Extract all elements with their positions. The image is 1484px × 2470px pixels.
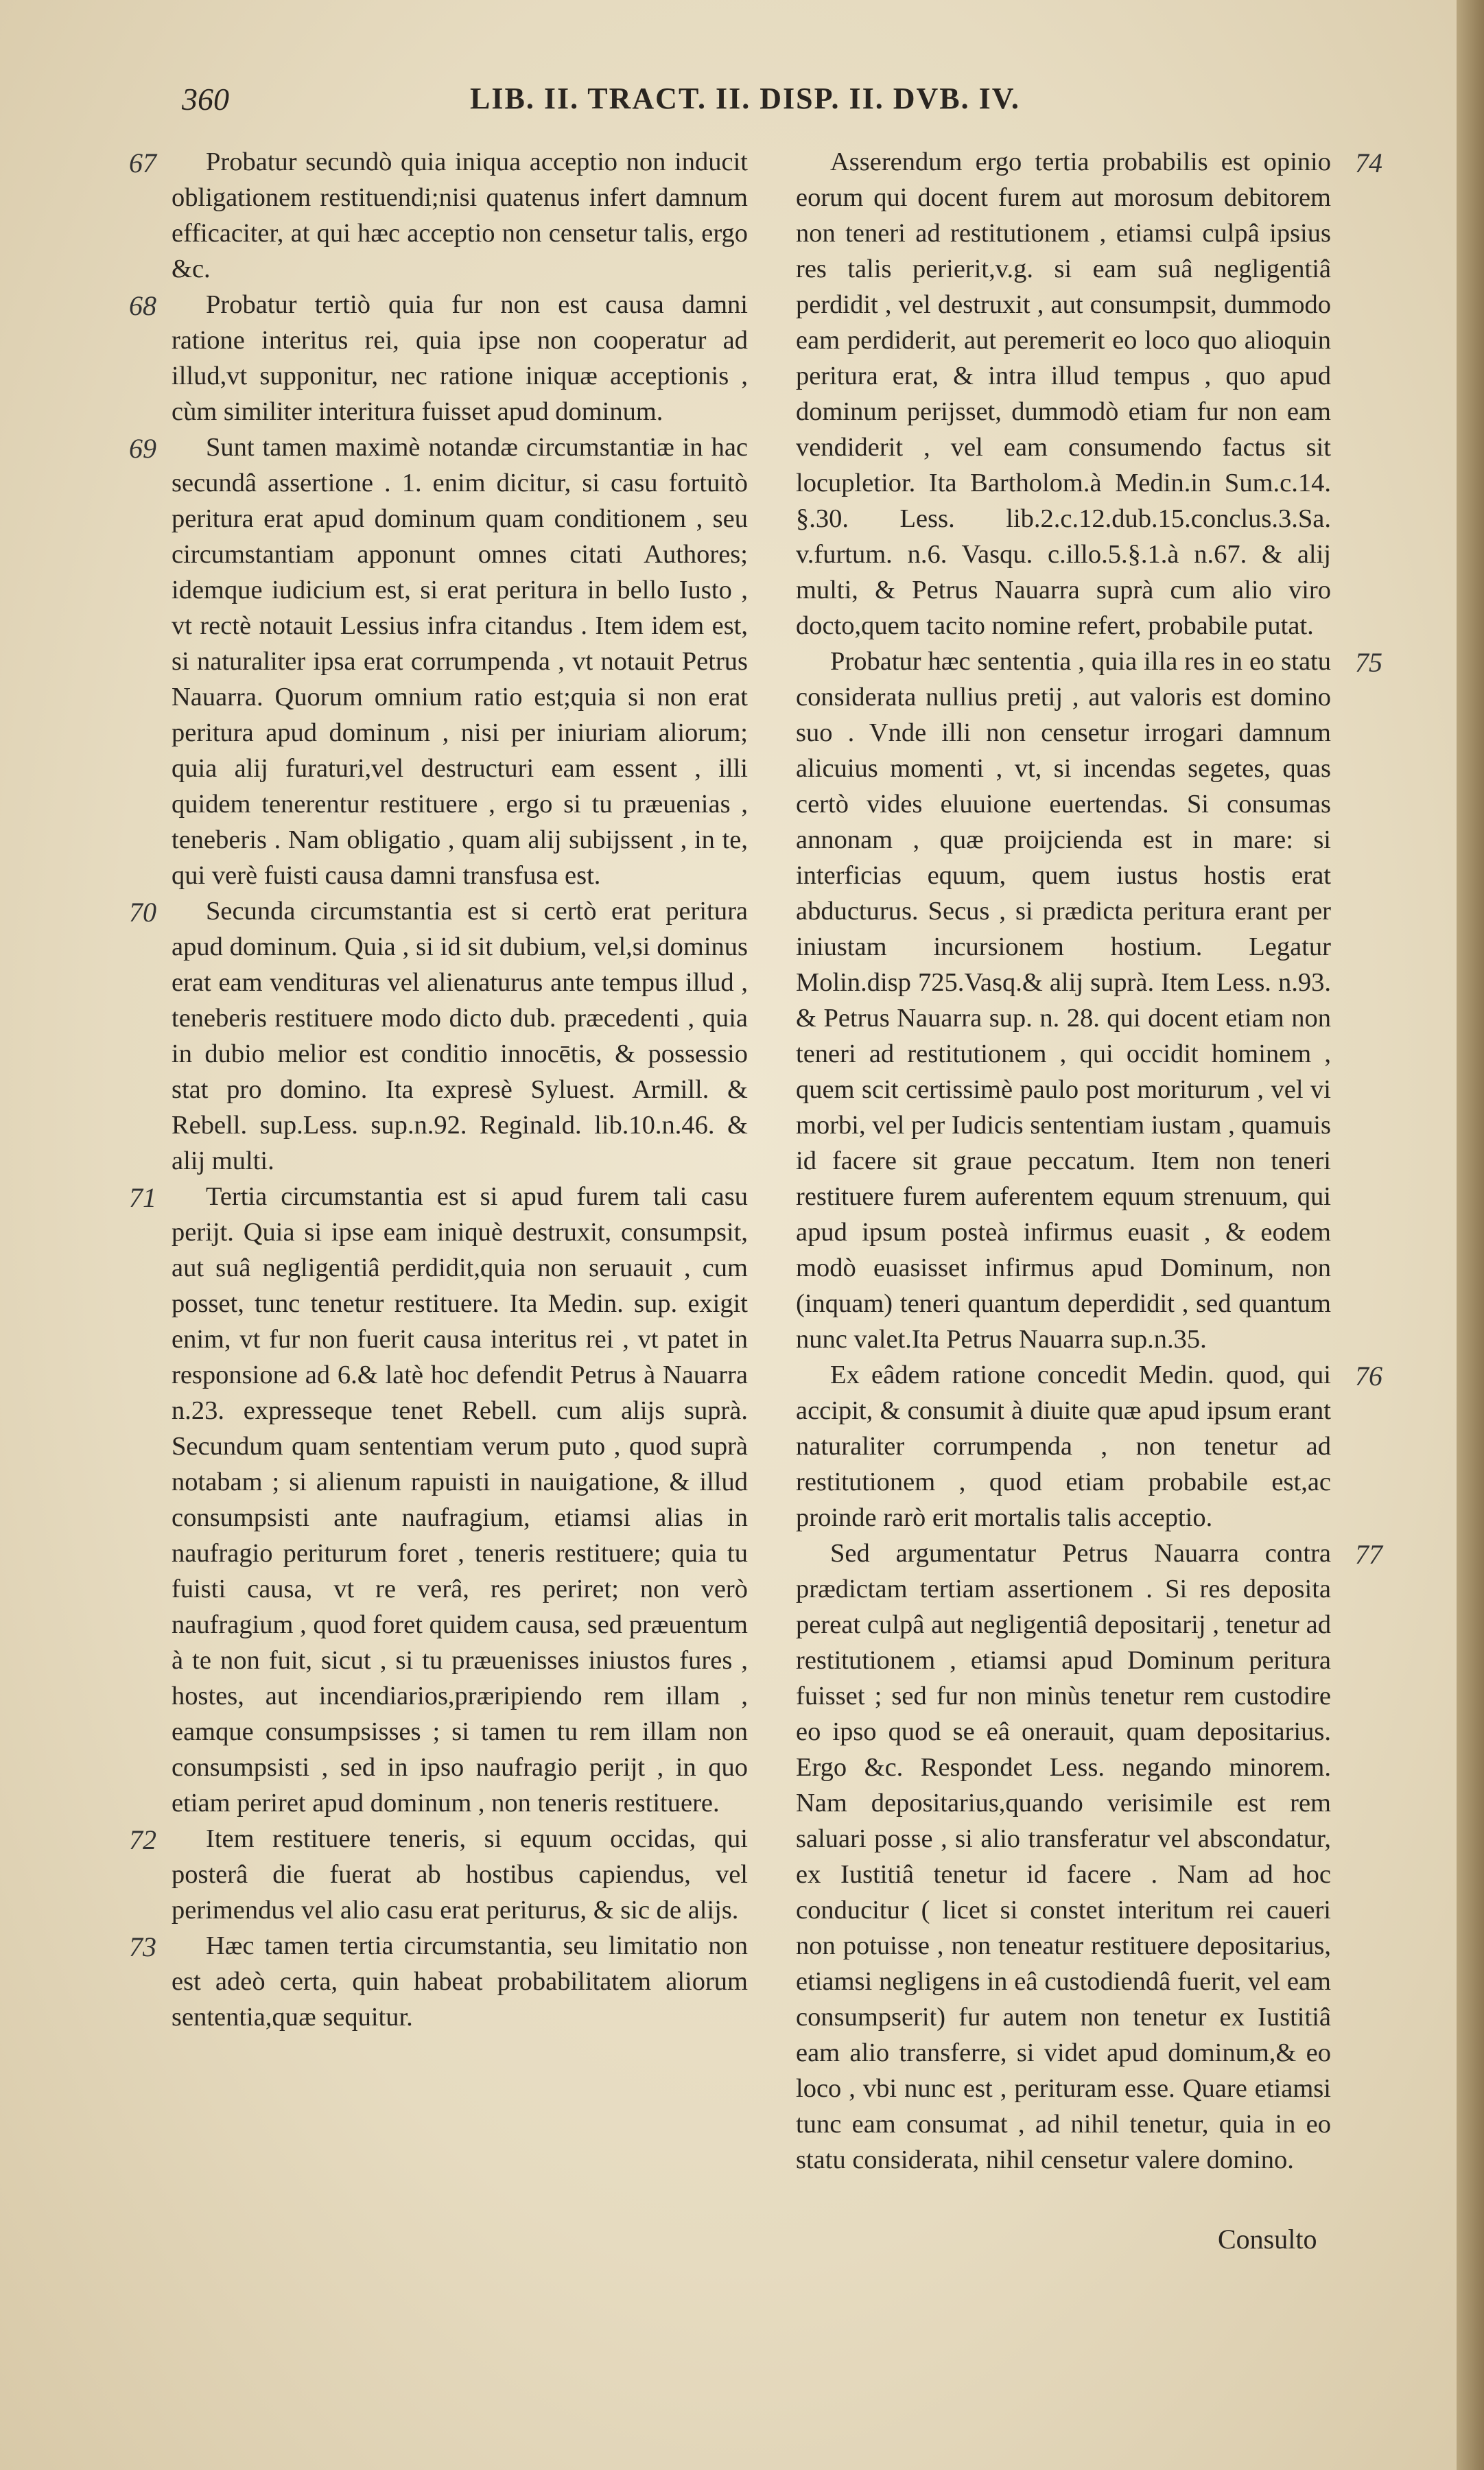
marginal-number: 76 [1355, 1361, 1382, 1391]
paragraph-text: Item restituere teneris, si equum occidas, qui posterâ die fuerat ab hostibus capiendus, vel perimendus vel alio casu erat periturus, & sic de alijs. [172, 1824, 748, 1925]
marginal-number: 73 [129, 1931, 156, 1962]
marginal-number: 72 [129, 1824, 156, 1855]
paragraph-text: Probatur hæc sententia , quia illa res in eo statu considerata nullius pretij , aut valoris est domino suo . Vnde illi non censetur irrogari damnum alicuius momenti , vt, si incendas segetes, quas certò vides eluuione euertendas. Si consumas annonam , quæ proijcienda est in mare: si interficias equum, quem iustus hostis erat abducturus. Secus , si prædicta peritura erant per iniustam incursionem hostium. Legatur Molin.disp 725.Vasq.& alij suprà. Item Less. n.93. & Petrus Nauarra sup. n. 28. qui docent etiam non teneri ad restitutionem , qui occidit hominem , quem scit certissimè paulo post moriturum , vel vi morbi, vel per Iudicis sententiam iustam , quamuis id facere sit graue peccatum. Item non teneri restituere furem auferentem equum strenuum, qui apud ipsum posteà infirmus euasit , & eodem modò euasisset infirmus apud Dominum, non (inquam) teneri quantum deperdidit , sed quantum nunc valet.Ita Petrus Nauarra sup.n.35. [796, 647, 1331, 1354]
paragraph-text: Probatur tertiò quia fur non est causa damni ratione interitus rei, quia ipse non cooperatur ad illud,vt supponitur, nec ratione iniquæ acceptionis , cùm similiter interitura fuisset apud dominum. [172, 290, 748, 426]
paragraph-text: Sed argumentatur Petrus Nauarra contra prædictam tertiam assertionem . Si res deposita pereat culpâ aut negligentiâ depositarij , tenetur ad restitutionem , etiamsi apud Dominum peritura fuisset ; sed fur non minùs tenetur rem custodire eo ipso quod se eâ onerauit, quam depositarius. Ergo &c. Respondet Less. negando minorem. Nam depositarius,quando verisimile est rem saluari posse , si alio transferatur vel abscondatur, ex Iustitiâ tenetur id facere . Nam ad hoc conducitur ( licet si constet interitum rei caueri non potuisse , non teneatur restituere depositarius, etiamsi negligens in eâ custodiendâ fuerit, vel eam consumpserit) fur autem non tenetur ex Iustitiâ eam alio transferre, si videt apud dominum,& eo loco , vbi nunc est , perituram esse. Quare etiamsi tunc eam consumat , ad nihil tenetur, quia in eo statu considerata, nihil censetur valere domino. [796, 1539, 1331, 2174]
paragraph-text: Tertia circumstantia est si apud furem tali casu perijt. Quia si ipse eam iniquè destruxit, consumpsit, aut suâ negligentiâ perdidit,quia non seruauit , cum posset, tunc tenetur restituere. Ita Medin. sup. exigit enim, vt fur non fuerit causa interitus rei , vt patet in responsione ad 6.& latè hoc defendit Petrus à Nauarra n.23. expresseque tenet Rebell. cum alijs suprà. Secundum quam sententiam verum puto , quod suprà notabam ; si alienum rapuisti in nauigatione, & illud consumpsisti ante naufragium, etiamsi alias in naufragio periturum foret , teneris restituere; quia tu fuisti causa, vt re verâ, res periret; non verò naufragium , quod foret quidem causa, sed præuentum à te non fuit, sicut , si tu præuenisses iniustos fures , hostes, aut incendiarios,præripiendo rem illam , eamque consumpsisses ; si tamen tu rem illam non consumpsisti , sed in ipso naufragio perijt , in quo etiam periret apud dominum , non teneris restituere. [172, 1182, 748, 1818]
paragraph [129, 287, 748, 430]
paragraph-text: Ex eâdem ratione concedit Medin. quod, qui accipit, & consumit à diuite quæ apud ipsum erant naturaliter corrumpenda , non tenetur ad restitutionem , quod etiam probabile est,ac proinde rarò erit mortalis talis acceptio. [796, 1361, 1331, 1532]
paragraph [129, 893, 748, 1179]
page-edge-shadow [1457, 0, 1484, 2470]
left-column [129, 144, 748, 2035]
page-number: 360 [182, 82, 229, 117]
paragraph [796, 144, 1382, 644]
marginal-number: 77 [1355, 1539, 1382, 1570]
marginal-number: 67 [129, 148, 156, 178]
paragraph [129, 144, 748, 287]
catchword: Consulto [1218, 2224, 1317, 2255]
paragraph-text: Probatur secundò quia iniqua acceptio non inducit obligationem restituendi;nisi quatenus infert damnum efficaciter, at qui hæc acceptio non censetur talis, ergo &c. [172, 148, 748, 283]
paragraph [796, 1536, 1382, 2178]
paragraph-text: Secunda circumstantia est si certò erat peritura apud dominum. Quia , si id sit dubium, vel,si dominus erat eam vendituras vel alienaturus ante tempus illud , teneberis restituere modo dicto dub. præcedenti , quia in dubio melior est conditio innocētis, & possessio stat pro domino. Ita expresè Syluest. Armill. & Rebell. sup.Less. sup.n.92. Reginald. lib.10.n.46. & alij multi. [172, 897, 748, 1175]
marginal-number: 69 [129, 433, 156, 464]
marginal-number: 68 [129, 290, 156, 321]
page-header [182, 81, 1417, 122]
paragraph [129, 1928, 748, 2035]
marginal-number: 70 [129, 897, 156, 928]
paragraph-text: Asserendum ergo tertia probabilis est opinio eorum qui docent furem aut morosum debitorem non teneri ad restitutionem , etiamsi culpâ ipsius res talis perierit,v.g. si eam suâ negligentiâ perdidit , vel destruxit , aut consumpsit, dummodo eam perdiderit, aut peremerit eo loco quo alioquin peritura erat, & intra illud tempus , quo apud dominum perijsset, dummodò etiam fur non eam vendiderit , vel eam consumendo factus sit locupletior. Ita Bartholom.à Medin.in Sum.c.14. §.30. Less. lib.2.c.12.dub.15.conclus.3.Sa. v.furtum. n.6. Vasqu. c.illo.5.§.1.à n.67. & alij multi, & Petrus Nauarra suprà cum alio viro docto,quem tacito nomine refert, probabile putat. [796, 148, 1331, 640]
marginal-number: 75 [1355, 647, 1382, 678]
paragraph-text: Hæc tamen tertia circumstantia, seu limitatio non est adeò certa, quin habeat probabilitatem aliorum sententia,quæ sequitur. [172, 1931, 748, 2032]
paragraph [796, 644, 1382, 1357]
running-title: LIB. II. TRACT. II. DISP. II. DVB. IV. [470, 82, 1020, 115]
marginal-number: 71 [129, 1182, 156, 1213]
paragraph [129, 1179, 748, 1821]
paragraph [796, 1357, 1382, 1536]
marginal-number: 74 [1355, 148, 1382, 178]
paragraph [129, 430, 748, 893]
paragraph-text: Sunt tamen maximè notandæ circumstantiæ in hac secundâ assertione . 1. enim dicitur, si casu fortuitò peritura erat apud dominum quam conditionem , seu circumstantiam apponunt omnes citati Authores; idemque iudicium est, si erat peritura in bello Iusto , vt rectè notauit Lessius infra citandus . Item idem est, si naturaliter ipsa erat corrumpenda , vt notauit Petrus Nauarra. Quorum omnium ratio est;quia si non erat peritura apud dominum , nisi per iniuriam aliorum; quia alij furaturi,vel destructuri eam essent , illi quidem tenerentur restituere , ergo si tu præuenias , teneberis . Nam obligatio , quam alij subijssent , in te, qui verè fuisti causa damni transfusa est. [172, 433, 748, 890]
paragraph [129, 1821, 748, 1928]
right-column [796, 144, 1382, 2178]
